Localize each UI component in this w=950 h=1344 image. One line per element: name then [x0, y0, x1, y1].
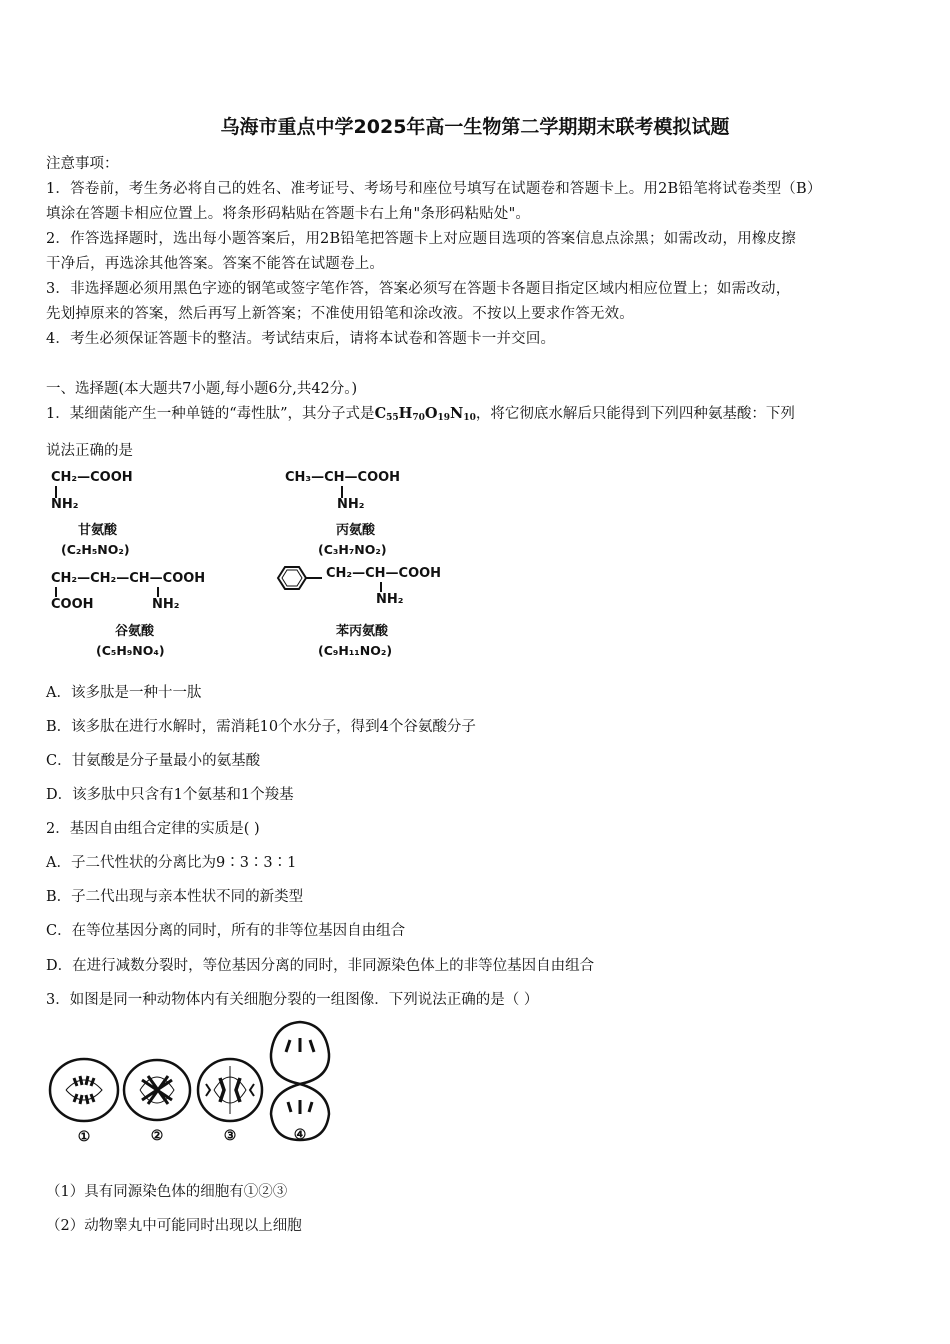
cell-label-3: ③ — [223, 1128, 237, 1144]
alanine-formula: (C₃H₇NO₂) — [318, 542, 387, 557]
notice-line-6: 先划掉原来的答案，然后再写上新答案；不准使用铅笔和涂改液。不按以上要求作答无效。 — [46, 306, 634, 322]
glycine-name: 甘氨酸 — [78, 523, 118, 538]
glutamate-line1: CH₂—CH₂—CH—COOH — [51, 571, 206, 586]
q1-option-a: A．该多肽是一种十一肽 — [46, 685, 202, 701]
q1-option-c: C．甘氨酸是分子量最小的氨基酸 — [46, 753, 261, 769]
phenylalanine-bond — [380, 582, 382, 592]
glycine-line2: NH₂ — [51, 497, 79, 512]
notice-heading: 注意事项： — [46, 156, 119, 172]
cell-label-2: ② — [150, 1128, 164, 1144]
glycine-formula: (C₂H₅NO₂) — [61, 542, 130, 557]
q1-stem — [46, 402, 795, 423]
cell-1 — [50, 1059, 118, 1121]
notice-line-4: 干净后，再选涂其他答案。答案不能答在试题卷上。 — [46, 256, 385, 272]
cell-label-4: ④ — [293, 1127, 307, 1143]
cell-3 — [198, 1059, 262, 1121]
q1-option-d: D．该多肽中只含有1个氨基和1个羧基 — [46, 787, 294, 803]
alanine-name: 丙氨酸 — [336, 523, 376, 538]
glutamate-bond-left — [55, 587, 57, 597]
cell-division-figure — [44, 1018, 344, 1148]
q1-stem-line2: 说法正确的是 — [46, 443, 133, 459]
q1-formula: $C_{55}H_{70}O_{19}N_{10}$ — [374, 405, 476, 423]
phenylalanine-name: 苯丙氨酸 — [336, 624, 389, 639]
q1-stem-part2: ，将它彻底水解后只能得到下列四种氨基酸：下列 — [475, 406, 795, 422]
glutamate-line2a: COOH — [51, 597, 94, 612]
alanine-line1: CH₃—CH—COOH — [285, 470, 401, 485]
q2-stem: 2．基因自由组合定律的实质是( ) — [46, 821, 260, 837]
alanine-line2: NH₂ — [337, 497, 365, 512]
cell-2 — [124, 1060, 190, 1120]
glutamate-bond-right — [157, 587, 159, 597]
phenylalanine-formula: (C₉H₁₁NO₂) — [318, 643, 393, 658]
glutamate-name: 谷氨酸 — [115, 624, 155, 639]
section-heading: 一、选择题(本大题共7小题,每小题6分,共42分。) — [46, 381, 358, 397]
phenylalanine-line2: NH₂ — [376, 592, 404, 607]
glutamate-formula: (C₅H₉NO₄) — [96, 643, 165, 658]
q3-statement-2: （2）动物睾丸中可能同时出现以上细胞 — [46, 1218, 302, 1234]
page-title: 乌海市重点中学2025年高一生物第二学期期末联考模拟试题 — [220, 116, 730, 138]
notice-line-3: 2．作答选择题时，选出每小题答案后，用2B铅笔把答题卡上对应题目选项的答案信息点涂黑；如需改动，用橡皮擦 — [46, 231, 797, 247]
q2-option-c: C．在等位基因分离的同时，所有的非等位基因自由组合 — [46, 923, 406, 939]
notice-line-2: 填涂在答题卡相应位置上。将条形码粘贴在答题卡右上角"条形码粘贴处"。 — [46, 206, 531, 222]
notice-line-5: 3．非选择题必须用黑色字迹的钢笔或签字笔作答，答案必须写在答题卡各题目指定区域内相应位置上；如需改动， — [46, 281, 791, 297]
q2-option-d: D．在进行减数分裂时，等位基因分离的同时，非同源染色体上的非等位基因自由组合 — [46, 958, 595, 974]
q1-option-b: B．该多肽在进行水解时，需消耗10个水分子，得到4个谷氨酸分子 — [46, 719, 476, 735]
cell-label-1: ① — [77, 1129, 91, 1145]
notice-line-1: 1．答卷前，考生务必将自己的姓名、准考证号、考场号和座位号填写在试题卷和答题卡上。用2B铅笔将试卷类型（B） — [46, 181, 822, 197]
q2-option-a: A．子二代性状的分离比为9∶3∶3∶1 — [46, 855, 297, 871]
q1-stem-part1: 1．某细菌能产生一种单链的“毒性肽”，其分子式是 — [46, 406, 375, 422]
q3-statement-1: （1）具有同源染色体的细胞有①②③ — [46, 1184, 288, 1200]
notice-line-7: 4．考生必须保证答题卡的整洁。考试结束后，请将本试卷和答题卡一并交回。 — [46, 331, 556, 347]
q2-option-b: B．子二代出现与亲本性状不同的新类型 — [46, 889, 304, 905]
benzene-ring-icon — [272, 563, 324, 593]
glutamate-line2b: NH₂ — [152, 597, 180, 612]
phenylalanine-line1: CH₂—CH—COOH — [326, 566, 442, 581]
cell-4 — [271, 1022, 329, 1140]
glycine-line1: CH₂—COOH — [51, 470, 133, 485]
q3-stem: 3．如图是同一种动物体内有关细胞分裂的一组图像．下列说法正确的是（ ） — [46, 992, 539, 1008]
